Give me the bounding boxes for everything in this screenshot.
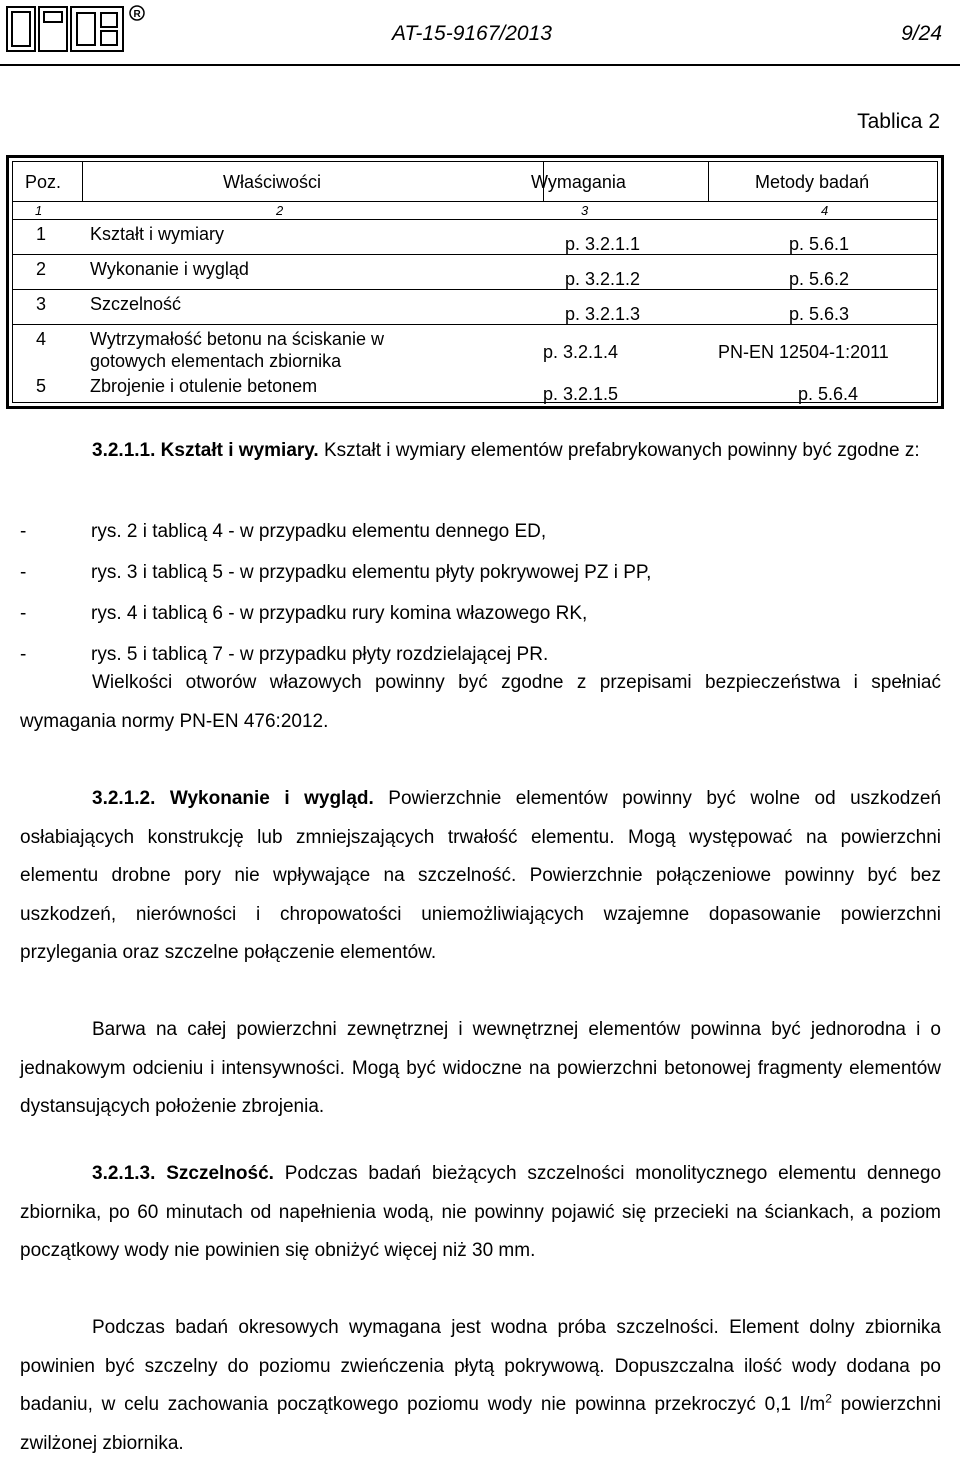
registered-mark-icon	[130, 6, 144, 20]
number-rule	[13, 219, 937, 220]
header-pos: Poz.	[25, 172, 62, 192]
section-title: Kształt i wymiary.	[160, 440, 319, 461]
table-row-requirement: p. 3.2.1.3	[565, 304, 641, 324]
table-row-property: Zbrojenie i otulenie betonem	[90, 376, 318, 396]
list-item: - rys. 2 i tablicą 4 - w przypadku elementu dennego ED,	[20, 521, 547, 542]
table-row-pos: 5	[36, 376, 47, 396]
column-divider	[708, 162, 709, 202]
header-divider	[0, 64, 960, 66]
section-number: 3.2.1.2.	[92, 788, 156, 809]
table-row-property-cont: gotowych elementach zbiornika	[90, 351, 342, 371]
itb-logo	[6, 3, 146, 53]
list-item: - rys. 5 i tablicą 7 - w przypadku płyty rozdzielającej PR.	[20, 644, 549, 665]
figure-reference-list	[20, 511, 941, 675]
table-row-pos: 2	[36, 259, 47, 279]
svg-text:R: R	[133, 9, 141, 20]
section-color-paragraph: Barwa na całej powierzchni zewnętrznej i wewnętrznej elementów powinna być jednorodna i o jednakowym odcieniu i intensywności. Mogą być widoczne na powierzchni betonowej fragmenty elementów dystansujących położenie zbrojenia.	[20, 1019, 941, 1117]
table-row-requirement: p. 3.2.1.5	[543, 384, 619, 404]
table-row-property: Wytrzymałość betonu na ściskanie w	[90, 329, 384, 349]
manhole-opening-note: Wielkości otworów włazowych powinny być zgodne z przepisami bezpieczeństwa i spełniać wymagania normy PN-EN 476:2012.	[20, 672, 941, 732]
list-item: - rys. 4 i tablicą 6 - w przypadku rury komina włazowego RK,	[20, 603, 588, 624]
column-divider	[82, 162, 83, 202]
table-row-requirement: p. 3.2.1.1	[565, 234, 641, 254]
column-number: 4	[821, 203, 829, 218]
table-row-pos: 4	[36, 329, 47, 349]
column-number: 3	[581, 203, 589, 218]
section-title: Szczelność.	[166, 1163, 274, 1184]
section-finish-appearance	[20, 780, 941, 973]
table-row-method: PN-EN 12504-1:2011	[718, 342, 889, 362]
column-number: 2	[276, 203, 284, 218]
requirements-table	[6, 155, 944, 409]
section-number: 3.2.1.3.	[92, 1163, 156, 1184]
list-item: - rys. 3 i tablicą 5 - w przypadku elementu płyty pokrywowej PZ i PP,	[20, 562, 652, 583]
header-test-methods: Metody badań	[755, 172, 870, 192]
table-row-requirement: p. 3.2.1.4	[543, 342, 619, 362]
table-row-property: Wykonanie i wygląd	[90, 259, 249, 279]
table-row-method: p. 5.6.4	[798, 384, 859, 404]
header-property: Właściwości	[223, 172, 322, 192]
table-row-requirement: p. 3.2.1.2	[565, 269, 641, 289]
section-text: Powierzchnie elementów powinny być wolne od uszkodzeń osłabiających konstrukcję lub zmniejszających trwałość elementu. Mogą występować na powierzchni elementu drobne pory nie wpływające na szczelność. Powierzchnie połączeniowe powinny być bez uszkodzeń, nierówności i chropowatości uniemożliwiających wzajemne dopasowanie powierzchni przylegania oraz szczelne połączenie elementów.	[20, 788, 942, 963]
table-row-pos: 3	[36, 294, 47, 314]
section-text: Podczas badań bieżących szczelności monolitycznego elementu dennego zbiornika, po 60 minutach od napełnienia wodą, nie powinny pojawić się przecieki na ściankach, a poziom początkowy wody nie powinien się obniżyć więcej niż 30 mm.	[20, 1163, 942, 1261]
table-row-property: Szczelność	[90, 294, 182, 314]
section-shape-dimensions	[20, 432, 941, 471]
column-number: 1	[35, 203, 43, 218]
table-row-property: Kształt i wymiary	[90, 224, 225, 244]
page-number: 9/24	[901, 22, 942, 45]
header-requirements: Wymagania	[531, 172, 626, 192]
header-rule	[13, 201, 937, 202]
section-intro: Kształt i wymiary elementów prefabrykowanych powinny być zgodne z:	[324, 440, 920, 461]
table-row-method: p. 5.6.1	[789, 234, 850, 254]
table-caption: Tablica 2	[857, 110, 940, 133]
table-row-pos: 1	[36, 224, 47, 244]
table-row-method: p. 5.6.3	[789, 304, 850, 324]
table-row-method: p. 5.6.2	[789, 269, 850, 289]
section-title: Wykonanie i wygląd.	[169, 788, 374, 809]
section-periodic-test-paragraph: Podczas badań okresowych wymagana jest wodna próba szczelności. Element dolny zbiornika powinien być szczelny do poziomu zwieńczenia płytą pokrywową. Dopuszczalna ilość wody dodana po badaniu, w celu zachowania początkowego poziomu wody nie powinna przekroczyć 0,1 $l/m^2$ powierzchni zwilżonej zbiornika.	[20, 1317, 941, 1454]
document-number: AT-15-9167/2013	[392, 22, 552, 45]
section-tightness	[20, 1155, 941, 1271]
section-number: 3.2.1.1.	[92, 440, 156, 461]
